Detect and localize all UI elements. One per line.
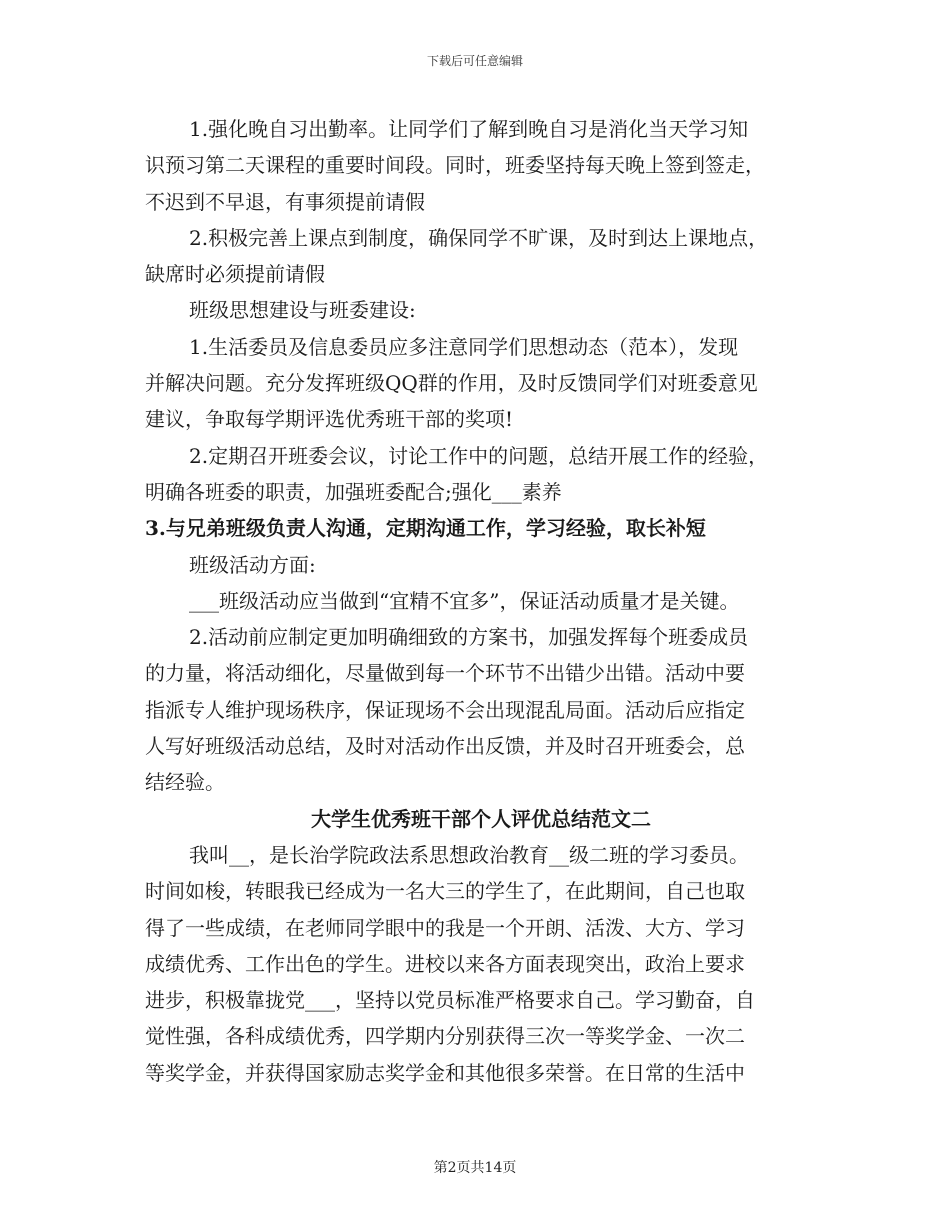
paragraph-line: 2.积极完善上课点到制度，确保同学不旷课，及时到达上课地点，	[189, 225, 769, 250]
paragraph-line: 我叫__，是长治学院政法系思想政治教育__级二班的学习委员。	[189, 842, 749, 867]
paragraph-line: 结经验。	[145, 770, 225, 795]
section-heading: 班级活动方面:	[189, 552, 316, 577]
page-number: 第2页共14页	[433, 1160, 517, 1176]
page-header: 下载后可任意编辑	[426, 54, 523, 68]
paragraph-line: 2.活动前应制定更加明确细致的方案书，加强发挥每个班委成员	[189, 625, 749, 650]
paragraph-line: 得了一些成绩，在老师同学眼中的我是一个开朗、活泼、大方、学习	[145, 915, 745, 940]
paragraph-line: 指派专人维护现场秩序，保证现场不会出现混乱局面。活动后应指定	[145, 697, 745, 722]
bold-paragraph-line: 3.与兄弟班级负责人沟通，定期沟通工作，学习经验，取长补短	[145, 516, 706, 541]
paragraph-line: 建议，争取每学期评选优秀班干部的奖项!	[145, 407, 514, 432]
paragraph-line: 明确各班委的职责，加强班委配合;强化___素养	[145, 479, 562, 504]
paragraph-line: 成绩优秀、工作出色的学生。进校以来各方面表现突出，政治上要求	[145, 951, 745, 976]
paragraph-line: 1.强化晚自习出勤率。让同学们了解到晚自习是消化当天学习知	[189, 117, 749, 141]
paragraph-line: 时间如梭，转眼我已经成为一名大三的学生了，在此期间，自己也取	[145, 879, 745, 904]
paragraph-line: 缺席时必须提前请假	[145, 262, 325, 287]
paragraph-line: 识预习第二天课程的重要时间段。同时，班委坚持每天晚上签到签走，	[145, 153, 765, 178]
paragraph-line: 1.生活委员及信息委员应多注意同学们思想动态（范本），发现	[189, 334, 739, 359]
paragraph-line: 进步，积极靠拢党___，坚持以党员标准严格要求自己。学习勤奋，自	[145, 988, 755, 1013]
paragraph-line: 不迟到不早退，有事须提前请假	[145, 189, 425, 214]
document-body	[145, 111, 805, 1091]
section-heading: 班级思想建设与班委建设:	[189, 298, 416, 323]
paragraph-line: ___班级活动应当做到“宜精不宜多”，保证活动质量才是关键。	[189, 588, 740, 613]
paragraph-line: 等奖学金，并获得国家励志奖学金和其他很多荣誉。在日常的生活中	[145, 1060, 745, 1085]
paragraph-line: 的力量，将活动细化，尽量做到每一个环节不出错少出错。活动中要	[145, 661, 745, 686]
paragraph-line: 觉性强，各科成绩优秀，四学期内分别获得三次一等奖学金、一次二	[145, 1024, 745, 1049]
paragraph-line: 人写好班级活动总结，及时对活动作出反馈，并及时召开班委会，总	[145, 734, 745, 759]
paragraph-line: 2.定期召开班委会议，讨论工作中的问题，总结开展工作的经验，	[189, 443, 769, 468]
document-title: 大学生优秀班干部个人评优总结范文二	[311, 806, 651, 831]
paragraph-line: 并解决问题。充分发挥班级QQ群的作用，及时反馈同学们对班委意见	[145, 371, 758, 396]
